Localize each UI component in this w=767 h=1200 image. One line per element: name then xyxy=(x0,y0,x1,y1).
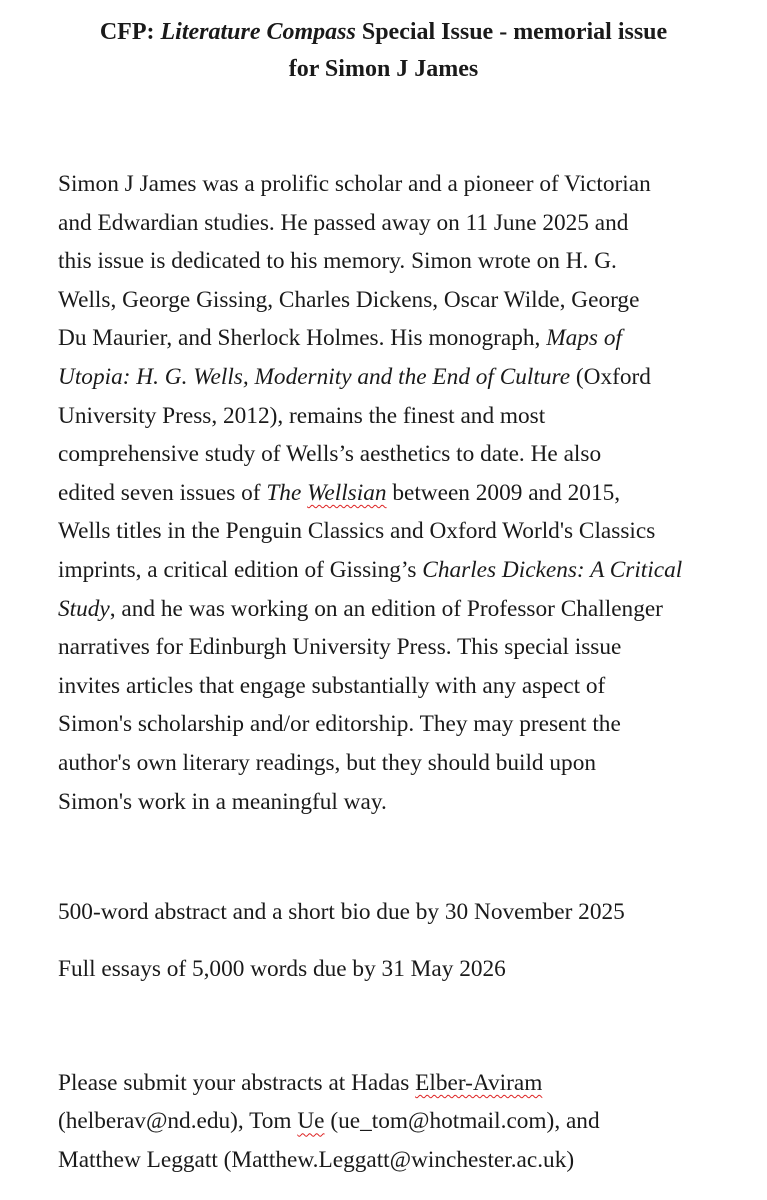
book-title: Utopia: H. G. Wells, Modernity and the End of Culture xyxy=(58,363,571,390)
paragraph-line: Simon J James was a prolific scholar and a pioneer of Victorian xyxy=(58,171,651,197)
spellcheck-underlined-word: Ue xyxy=(297,1108,325,1135)
paragraph-line: comprehensive study of Wells’s aesthetics to date. He also xyxy=(58,441,602,468)
contact-line: Matthew Leggatt (Matthew.Leggatt@winchester.ac.uk) xyxy=(58,1146,575,1173)
paragraph-line: this issue is dedicated to his memory. Simon wrote on H. G. xyxy=(58,248,617,275)
paragraph-line: and Edwardian studies. He passed away on 11 June 2025 and xyxy=(58,209,629,236)
paragraph-line: Du Maurier, and Sherlock Holmes. His monograph, Maps of xyxy=(58,325,622,352)
cfp-description-paragraph xyxy=(58,165,718,821)
book-title: Maps of xyxy=(546,325,622,352)
title-line-1: CFP: Literature Compass Special Issue - memorial issue xyxy=(99,19,668,45)
spellcheck-underlined-word: Wellsian xyxy=(307,479,387,506)
paragraph-line: Simon's scholarship and/or editorship. They may present the xyxy=(58,711,621,738)
paragraph-line: imprints, a critical edition of Gissing’s Charles Dickens: A Critical xyxy=(58,556,683,583)
contact-line: Please submit your abstracts at Hadas Elber-Aviram xyxy=(58,1070,543,1096)
book-title: Study xyxy=(58,595,110,622)
book-title: Charles Dickens: A Critical xyxy=(422,556,683,583)
journal-name: Literature Compass xyxy=(160,19,356,45)
paragraph-line: Wells, George Gissing, Charles Dickens, Oscar Wilde, George xyxy=(58,286,640,313)
abstract-deadline: 500-word abstract and a short bio due by 30 November 2025 xyxy=(58,899,625,925)
paragraph-line: Study, and he was working on an edition of Professor Challenger xyxy=(58,595,663,622)
page-title xyxy=(40,14,727,88)
essay-deadline: Full essays of 5,000 words due by 31 May 2026 xyxy=(58,956,506,982)
paragraph-line: narratives for Edinburgh University Press. This special issue xyxy=(58,634,622,661)
title-line-2: for Simon J James xyxy=(288,56,479,82)
paragraph-line: University Press, 2012), remains the finest and most xyxy=(58,402,546,429)
paragraph-line: Wells titles in the Penguin Classics and Oxford World's Classics xyxy=(58,518,656,545)
paragraph-line: invites articles that engage substantially with any aspect of xyxy=(58,672,606,699)
paragraph-line: Simon's work in a meaningful way. xyxy=(58,788,387,815)
submission-contact xyxy=(58,1064,600,1179)
journal-title: The Wellsian xyxy=(266,479,387,506)
spellcheck-underlined-word: Elber-Aviram xyxy=(415,1070,543,1096)
paragraph-line: edited seven issues of The Wellsian between 2009 and 2015, xyxy=(58,479,621,506)
paragraph-line: author's own literary readings, but they should build upon xyxy=(58,749,597,776)
contact-line: (helberav@nd.edu), Tom Ue (ue_tom@hotmail.com), and xyxy=(58,1108,600,1135)
paragraph-line: Utopia: H. G. Wells, Modernity and the End of Culture (Oxford xyxy=(58,363,651,390)
